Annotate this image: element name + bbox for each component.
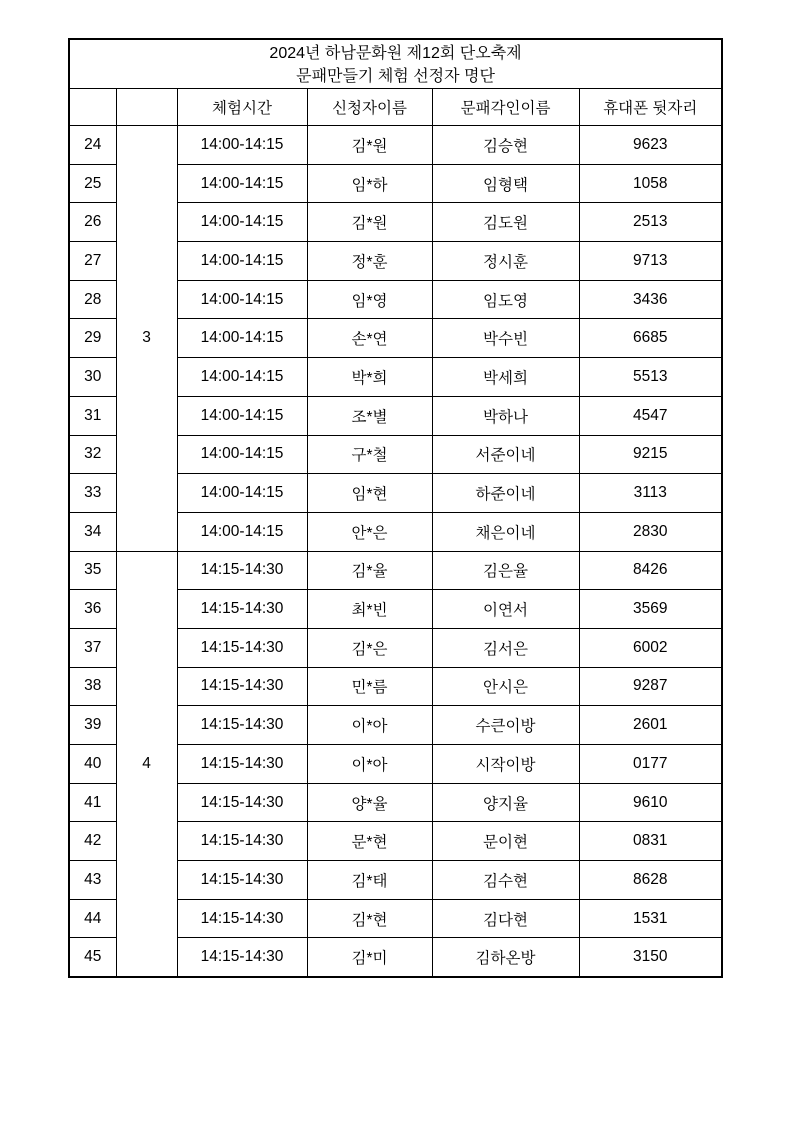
applicant-name-cell: 안*은 <box>307 512 432 551</box>
phone-last-digits-cell: 6002 <box>579 628 722 667</box>
applicant-name-cell: 최*빈 <box>307 590 432 629</box>
row-number-cell: 30 <box>69 358 116 397</box>
engraving-name-cell: 이연서 <box>432 590 579 629</box>
experience-time-cell: 14:15-14:30 <box>177 706 307 745</box>
header-experience-time: 체험시간 <box>177 89 307 126</box>
table-row <box>69 551 722 590</box>
phone-last-digits-cell: 3113 <box>579 474 722 513</box>
experience-time-cell: 14:00-14:15 <box>177 203 307 242</box>
document-title-line1: 2024년 하남문화원 제12회 단오축제 <box>269 45 522 62</box>
row-number-cell: 44 <box>69 899 116 938</box>
row-number-cell: 37 <box>69 628 116 667</box>
phone-last-digits-cell: 3569 <box>579 590 722 629</box>
phone-last-digits-cell: 0831 <box>579 822 722 861</box>
applicant-name-cell: 임*현 <box>307 474 432 513</box>
engraving-name-cell: 정시훈 <box>432 242 579 281</box>
row-number-cell: 28 <box>69 280 116 319</box>
engraving-name-cell: 임도영 <box>432 280 579 319</box>
header-row-number <box>69 89 116 126</box>
experience-time-cell: 14:00-14:15 <box>177 319 307 358</box>
row-number-cell: 40 <box>69 745 116 784</box>
phone-last-digits-cell: 9215 <box>579 435 722 474</box>
row-number-cell: 32 <box>69 435 116 474</box>
engraving-name-cell: 박세희 <box>432 358 579 397</box>
row-number-cell: 36 <box>69 590 116 629</box>
applicant-name-cell: 손*연 <box>307 319 432 358</box>
row-number-cell: 33 <box>69 474 116 513</box>
engraving-name-cell: 김다현 <box>432 899 579 938</box>
applicant-name-cell: 임*하 <box>307 164 432 203</box>
experience-time-cell: 14:15-14:30 <box>177 667 307 706</box>
engraving-name-cell: 박수빈 <box>432 319 579 358</box>
experience-time-cell: 14:00-14:15 <box>177 512 307 551</box>
group-number-cell: 4 <box>116 551 177 977</box>
phone-last-digits-cell: 9287 <box>579 667 722 706</box>
phone-last-digits-cell: 9610 <box>579 783 722 822</box>
experience-time-cell: 14:15-14:30 <box>177 745 307 784</box>
engraving-name-cell: 김수현 <box>432 861 579 900</box>
row-number-cell: 45 <box>69 938 116 977</box>
experience-time-cell: 14:15-14:30 <box>177 899 307 938</box>
phone-last-digits-cell: 6685 <box>579 319 722 358</box>
engraving-name-cell: 문이현 <box>432 822 579 861</box>
document-title-line2: 문패만들기 체험 선정자 명단 <box>296 68 495 85</box>
row-number-cell: 24 <box>69 126 116 165</box>
engraving-name-cell: 안시은 <box>432 667 579 706</box>
experience-time-cell: 14:15-14:30 <box>177 590 307 629</box>
experience-time-cell: 14:15-14:30 <box>177 861 307 900</box>
row-number-cell: 25 <box>69 164 116 203</box>
phone-last-digits-cell: 9623 <box>579 126 722 165</box>
experience-time-cell: 14:00-14:15 <box>177 164 307 203</box>
row-number-cell: 39 <box>69 706 116 745</box>
experience-time-cell: 14:15-14:30 <box>177 822 307 861</box>
applicant-name-cell: 문*현 <box>307 822 432 861</box>
experience-time-cell: 14:00-14:15 <box>177 474 307 513</box>
engraving-name-cell: 하준이네 <box>432 474 579 513</box>
experience-time-cell: 14:15-14:30 <box>177 783 307 822</box>
phone-last-digits-cell: 8426 <box>579 551 722 590</box>
row-number-cell: 26 <box>69 203 116 242</box>
engraving-name-cell: 김도원 <box>432 203 579 242</box>
applicant-name-cell: 김*율 <box>307 551 432 590</box>
applicant-name-cell: 구*철 <box>307 435 432 474</box>
applicant-name-cell: 박*희 <box>307 358 432 397</box>
row-number-cell: 27 <box>69 242 116 281</box>
phone-last-digits-cell: 9713 <box>579 242 722 281</box>
engraving-name-cell: 채은이네 <box>432 512 579 551</box>
applicant-name-cell: 정*훈 <box>307 242 432 281</box>
experience-time-cell: 14:15-14:30 <box>177 628 307 667</box>
experience-time-cell: 14:15-14:30 <box>177 938 307 977</box>
applicant-name-cell: 조*별 <box>307 396 432 435</box>
engraving-name-cell: 양지율 <box>432 783 579 822</box>
phone-last-digits-cell: 8628 <box>579 861 722 900</box>
row-number-cell: 38 <box>69 667 116 706</box>
selection-table <box>68 38 723 978</box>
experience-time-cell: 14:15-14:30 <box>177 551 307 590</box>
engraving-name-cell: 김승현 <box>432 126 579 165</box>
applicant-name-cell: 민*름 <box>307 667 432 706</box>
engraving-name-cell: 서준이네 <box>432 435 579 474</box>
engraving-name-cell: 수큰이방 <box>432 706 579 745</box>
phone-last-digits-cell: 2601 <box>579 706 722 745</box>
phone-last-digits-cell: 3150 <box>579 938 722 977</box>
applicant-name-cell: 김*태 <box>307 861 432 900</box>
applicant-name-cell: 양*율 <box>307 783 432 822</box>
applicant-name-cell: 이*아 <box>307 745 432 784</box>
applicant-name-cell: 김*원 <box>307 126 432 165</box>
row-number-cell: 31 <box>69 396 116 435</box>
row-number-cell: 35 <box>69 551 116 590</box>
row-number-cell: 41 <box>69 783 116 822</box>
phone-last-digits-cell: 4547 <box>579 396 722 435</box>
experience-time-cell: 14:00-14:15 <box>177 126 307 165</box>
applicant-name-cell: 임*영 <box>307 280 432 319</box>
applicant-name-cell: 김*미 <box>307 938 432 977</box>
phone-last-digits-cell: 2830 <box>579 512 722 551</box>
group-number-cell: 3 <box>116 126 177 552</box>
engraving-name-cell: 김은율 <box>432 551 579 590</box>
header-applicant-name: 신청자이름 <box>307 89 432 126</box>
engraving-name-cell: 시작이방 <box>432 745 579 784</box>
phone-last-digits-cell: 2513 <box>579 203 722 242</box>
document-title-row <box>69 39 722 89</box>
experience-time-cell: 14:00-14:15 <box>177 358 307 397</box>
header-phone-last-digits: 휴대폰 뒷자리 <box>579 89 722 126</box>
header-group-number <box>116 89 177 126</box>
applicant-name-cell: 김*은 <box>307 628 432 667</box>
row-number-cell: 42 <box>69 822 116 861</box>
row-number-cell: 43 <box>69 861 116 900</box>
engraving-name-cell: 김하온방 <box>432 938 579 977</box>
row-number-cell: 34 <box>69 512 116 551</box>
phone-last-digits-cell: 1058 <box>579 164 722 203</box>
applicant-name-cell: 이*아 <box>307 706 432 745</box>
applicant-name-cell: 김*원 <box>307 203 432 242</box>
experience-time-cell: 14:00-14:15 <box>177 396 307 435</box>
applicant-name-cell: 김*현 <box>307 899 432 938</box>
phone-last-digits-cell: 0177 <box>579 745 722 784</box>
experience-time-cell: 14:00-14:15 <box>177 435 307 474</box>
document-title-cell <box>69 39 722 89</box>
engraving-name-cell: 임형택 <box>432 164 579 203</box>
phone-last-digits-cell: 1531 <box>579 899 722 938</box>
engraving-name-cell: 박하나 <box>432 396 579 435</box>
experience-time-cell: 14:00-14:15 <box>177 242 307 281</box>
experience-time-cell: 14:00-14:15 <box>177 280 307 319</box>
table-row <box>69 126 722 165</box>
row-number-cell: 29 <box>69 319 116 358</box>
engraving-name-cell: 김서은 <box>432 628 579 667</box>
table-body <box>69 126 722 977</box>
table-header-row <box>69 89 722 126</box>
phone-last-digits-cell: 3436 <box>579 280 722 319</box>
phone-last-digits-cell: 5513 <box>579 358 722 397</box>
header-engraving-name: 문패각인이름 <box>432 89 579 126</box>
